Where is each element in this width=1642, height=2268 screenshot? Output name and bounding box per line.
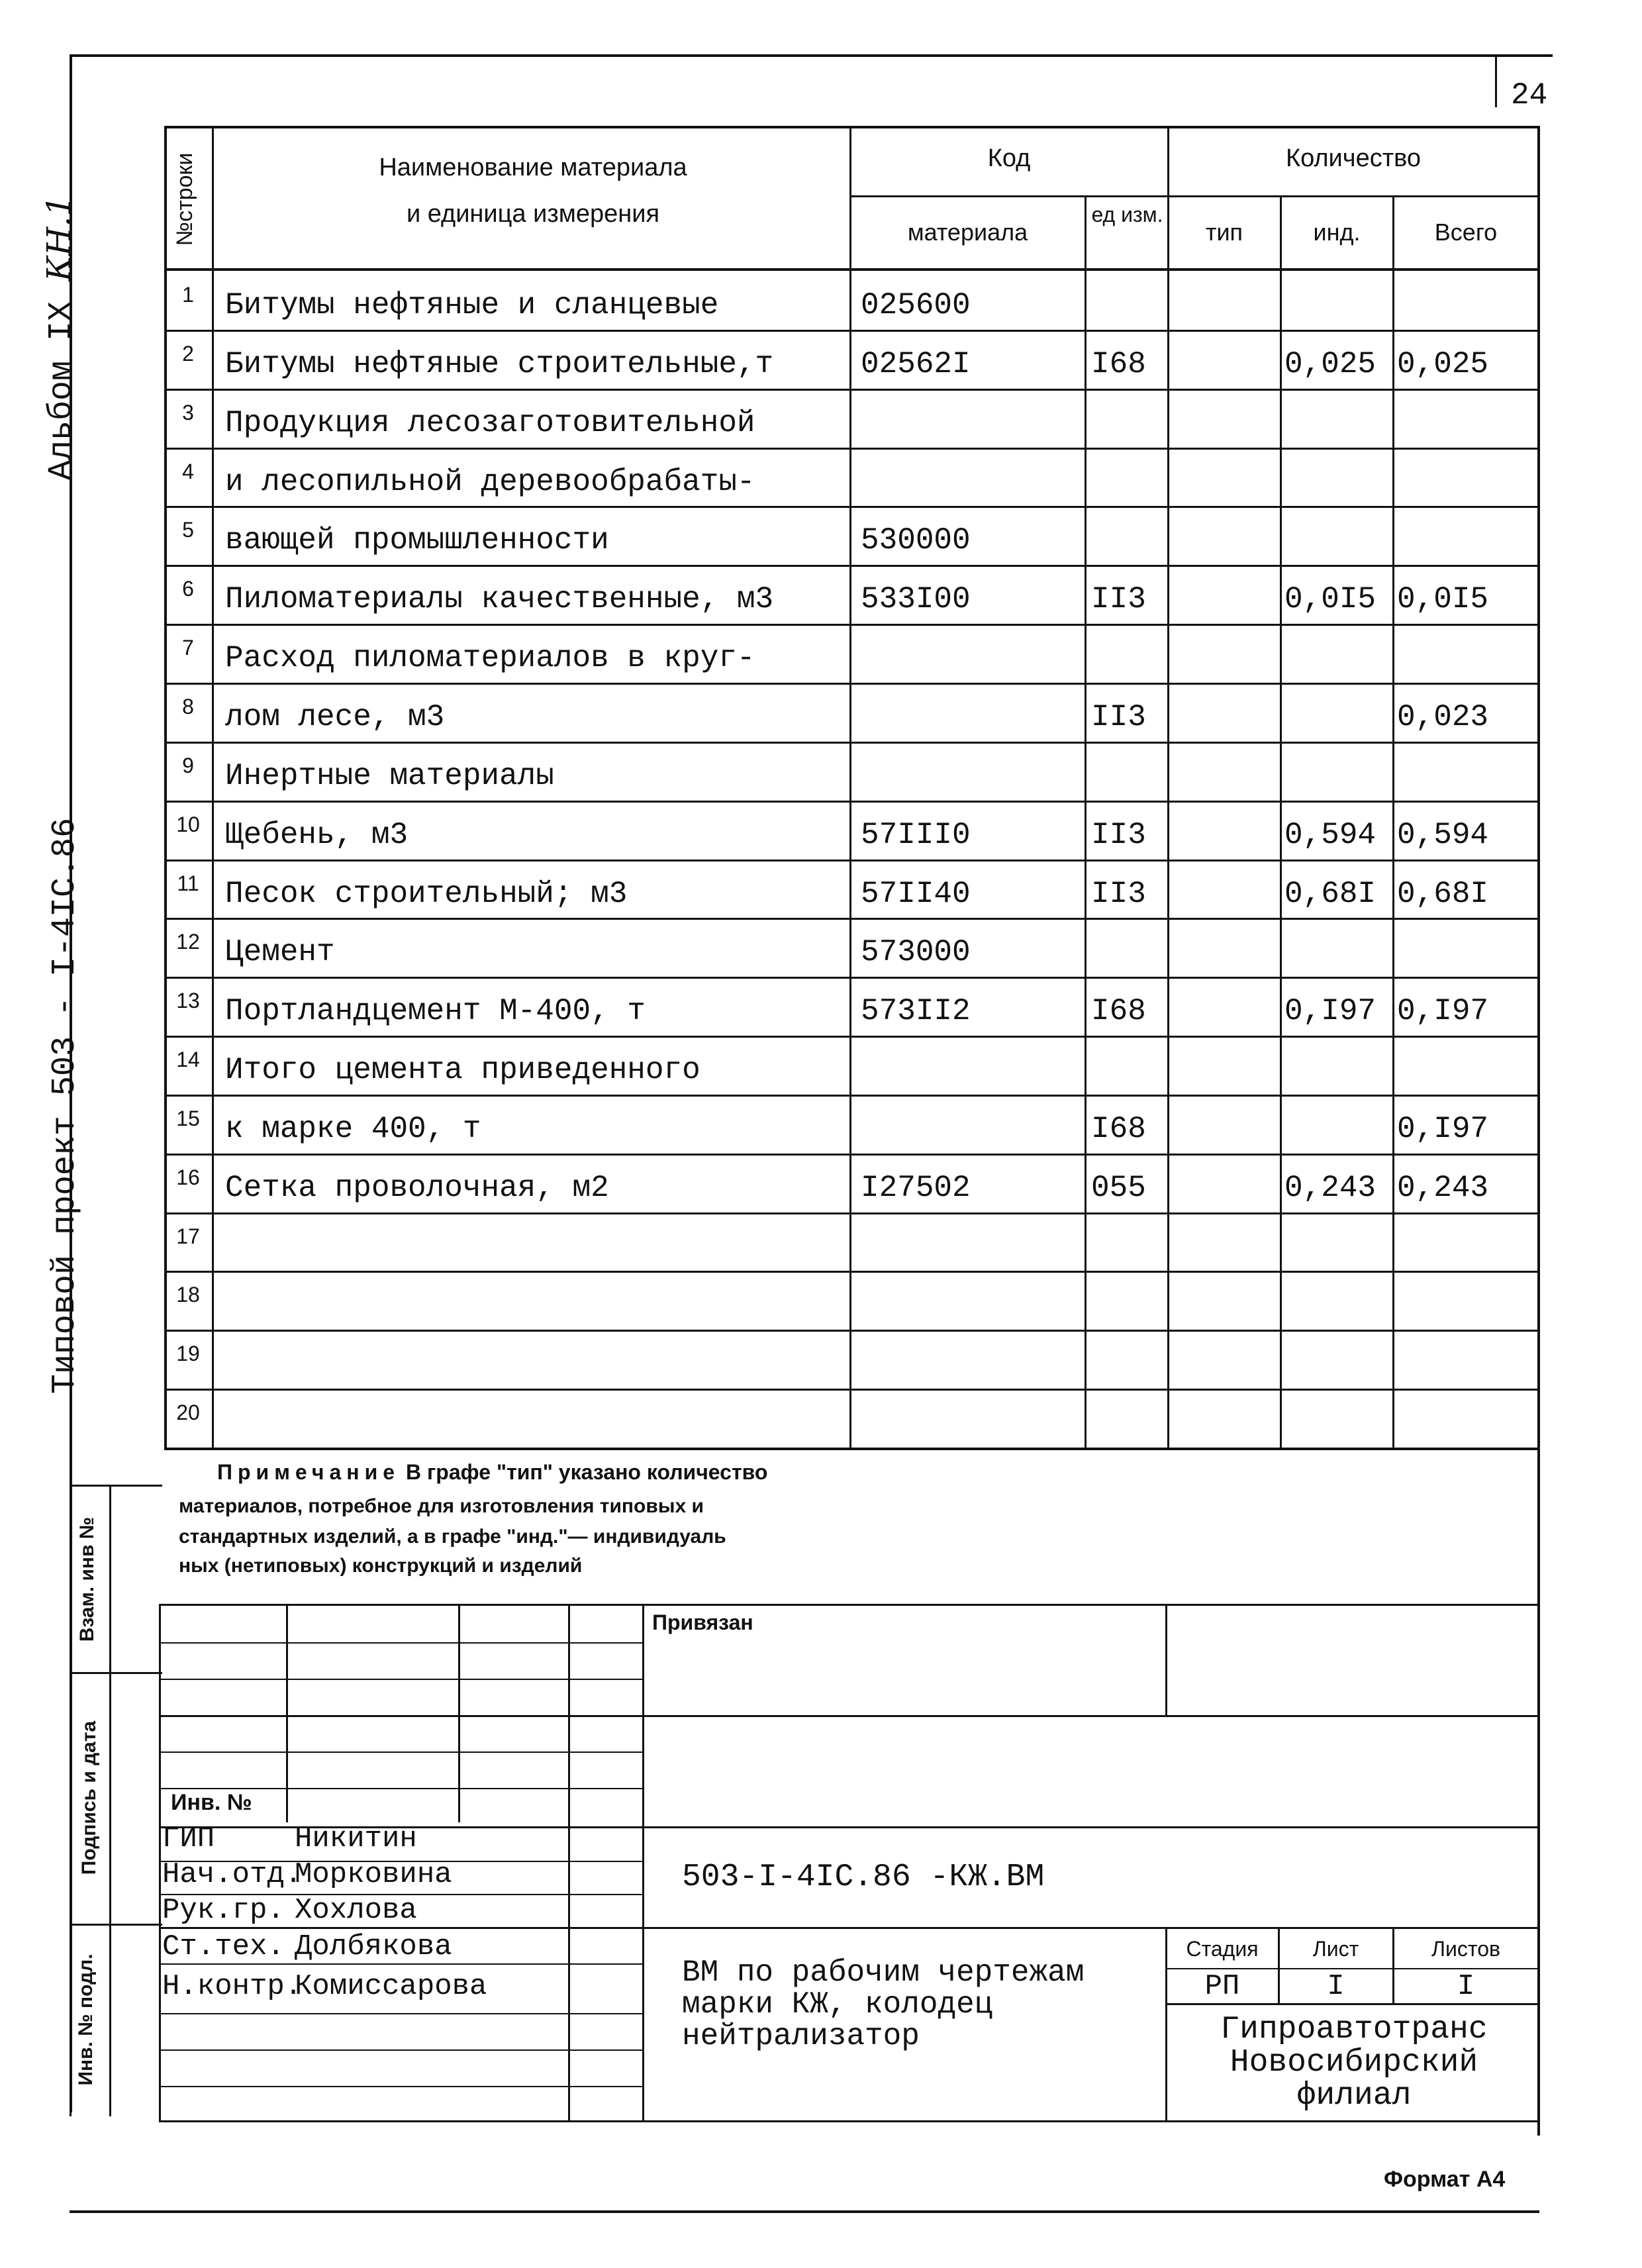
row-number: 3 (182, 401, 194, 424)
header-total: Всего (1434, 219, 1498, 246)
organization (1172, 2013, 1536, 2112)
header-code: Код (987, 144, 1031, 172)
row-separator (164, 977, 1538, 979)
unit-code: II3 (1091, 877, 1146, 911)
row-separator (164, 1036, 1538, 1038)
qty-total: 0,0I5 (1397, 582, 1489, 616)
unit-code: II3 (1091, 582, 1146, 616)
material-name: Портландцемент М-400, т (225, 994, 646, 1028)
row-separator (164, 565, 1538, 567)
note-line1 (179, 1460, 767, 1485)
row-number: 6 (182, 577, 194, 601)
qty-ind: 0,0I5 (1284, 582, 1376, 616)
row-number: 1 (182, 283, 194, 307)
material-name: Итого цемента приведенного (225, 1053, 700, 1087)
row-number: 16 (176, 1165, 200, 1189)
signatory-role: ГИП (162, 1822, 215, 1855)
material-name: Продукция лесозаготовительной (225, 406, 755, 440)
row-number: 17 (176, 1224, 200, 1248)
material-name: Сетка проволочная, м2 (225, 1171, 609, 1205)
header-quantity: Количество (1285, 144, 1422, 172)
inv-podl-label: Инв. № подл. (75, 1953, 97, 2086)
material-name: Песок строительный; м3 (225, 877, 628, 911)
project-label: Типовой проект 503 - I-4IC.86 (46, 817, 84, 1395)
album-text: Альбом IX (43, 301, 81, 481)
strip-div (109, 1485, 111, 2116)
row-separator (164, 683, 1538, 685)
qty-total: 0,I97 (1397, 994, 1489, 1028)
org-line-2: Новосибирский (1230, 2045, 1478, 2081)
signatory-name: Долбякова (295, 1930, 452, 1963)
header-split (849, 195, 1538, 197)
header-row-no: №строки (172, 152, 197, 246)
tb-bottom (159, 2120, 1538, 2122)
frame-top (70, 54, 1553, 57)
org-line-1: Гипроавтотранс (1220, 2012, 1488, 2047)
row-separator (164, 918, 1538, 920)
row-separator (164, 1154, 1538, 1156)
material-code: 530000 (861, 523, 971, 558)
unit-code: 055 (1091, 1171, 1146, 1205)
col-line-3 (1085, 195, 1087, 1450)
title-line-1: ВМ по рабочим чертежам (682, 1955, 1085, 1990)
frame-right (1537, 126, 1540, 2136)
qty-total: 0,023 (1397, 700, 1489, 734)
signatory-role: Н.контр. (162, 1970, 303, 2003)
row-separator (164, 1212, 1538, 1214)
row-number: 11 (177, 871, 199, 895)
row-number: 4 (182, 460, 194, 483)
row-number: 9 (182, 754, 194, 777)
page-number: 24 (1511, 78, 1548, 113)
row-number: 12 (176, 930, 200, 954)
col-line-5 (1280, 195, 1282, 1450)
org-line-3: филиал (1296, 2078, 1412, 2114)
tb-top (159, 1604, 1538, 1606)
row-number: 13 (176, 989, 200, 1012)
tb-h-title (159, 1927, 1538, 1929)
format-label: Формат А4 (1384, 2167, 1506, 2192)
document-code: 503-I-4IC.86 -КЖ.ВМ (682, 1859, 1045, 1895)
qty-ind: 0,243 (1284, 1171, 1376, 1205)
row-separator (164, 330, 1538, 332)
frame-bottom (70, 2210, 1539, 2213)
page-number-box (1495, 54, 1497, 107)
row-number: 5 (182, 518, 194, 542)
unit-code: II3 (1091, 700, 1146, 734)
signatory-role: Нач.отд. (162, 1858, 303, 1891)
header-material: материала (907, 219, 1028, 246)
material-code: I27502 (861, 1171, 971, 1205)
header-ind: инд. (1313, 219, 1361, 246)
note-line2: материалов, потребное для изготовления типовых и (179, 1495, 704, 1517)
title-line-2: марки КЖ, колодец (682, 1987, 993, 2022)
material-code: 025600 (861, 288, 971, 322)
note-line3: стандартных изделий, а в графе "инд."— индивидуаль (179, 1526, 726, 1548)
tb-v1 (286, 1604, 288, 1822)
material-name: Битумы нефтяные строительные,т (225, 347, 774, 381)
material-name: к марке 400, т (225, 1112, 481, 1146)
signatory-role: Ст.тех. (162, 1930, 285, 1963)
row-separator (164, 1271, 1538, 1273)
row-number: 19 (176, 1342, 200, 1365)
material-name: и лесопильной деревообрабаты- (225, 465, 755, 499)
signatory-name: Никитин (295, 1822, 417, 1855)
qty-ind: 0,I97 (1284, 994, 1376, 1028)
row-number: 18 (176, 1283, 200, 1307)
tb-h-mid (159, 1715, 1538, 1717)
row-separator (164, 1095, 1538, 1097)
tb-stage-h1 (1165, 1968, 1538, 1969)
note-lead: Примечание (217, 1460, 401, 1484)
unit-code: II3 (1091, 818, 1146, 852)
header-tip: тип (1205, 219, 1243, 246)
material-name: Цемент (225, 935, 335, 969)
inv-no-label: Инв. № (171, 1790, 252, 1815)
qty-total: 0,025 (1397, 347, 1489, 381)
row-separator (164, 624, 1538, 626)
strip-left (70, 1485, 72, 2116)
material-name: лом лесе, м3 (225, 700, 445, 734)
material-name: Пиломатериалы качественные, м3 (225, 582, 774, 616)
tb-stage-h2 (1165, 2003, 1538, 2005)
material-code: 533I00 (861, 582, 971, 616)
row-separator (164, 860, 1538, 862)
unit-code: I68 (1091, 994, 1146, 1028)
tb-left (159, 1604, 161, 2122)
material-code: 573II2 (861, 994, 971, 1028)
row-separator (164, 448, 1538, 450)
header-name-2: и единица измерения (406, 200, 660, 228)
stage-label: Стадия (1186, 1937, 1259, 1961)
material-code: 57II40 (861, 877, 971, 911)
col-line-1 (212, 126, 214, 1450)
tb-v3 (568, 1604, 570, 2122)
row-separator (164, 506, 1538, 508)
material-name: Инертные материалы (225, 759, 554, 793)
title-line-3: нейтрализатор (682, 2019, 920, 2053)
sheets-label: Листов (1431, 1937, 1500, 1961)
row-separator (164, 1389, 1538, 1391)
podpis-data-label: Подпись и дата (78, 1720, 100, 1875)
header-name-1: Наименование материала (379, 154, 687, 181)
material-code: 02562I (861, 347, 971, 381)
qty-total: 0,243 (1397, 1171, 1489, 1205)
qty-total: 0,594 (1397, 818, 1489, 852)
privyazan-label: Привязан (652, 1610, 753, 1634)
tb-v-priv (1165, 1604, 1167, 1715)
sheet-value: I (1327, 1970, 1345, 2003)
qty-total: 0,68I (1397, 877, 1489, 911)
unit-code: I68 (1091, 347, 1146, 381)
material-name: Битумы нефтяные и сланцевые (225, 288, 719, 322)
qty-ind: 0,025 (1284, 347, 1376, 381)
unit-code: I68 (1091, 1112, 1146, 1146)
signatory-name: Морковина (295, 1858, 452, 1891)
material-name: Расход пиломатериалов в круг- (225, 641, 755, 675)
signatory-name: Комиссарова (295, 1970, 487, 2003)
vzam-inv-label: Взам. инв № (76, 1516, 98, 1642)
note-line4: ных (нетиповых) конструкций и изделий (179, 1555, 583, 1577)
qty-ind: 0,594 (1284, 818, 1376, 852)
row-number: 10 (176, 813, 200, 836)
sheets-value: I (1457, 1970, 1475, 2003)
sheet-label: Лист (1312, 1937, 1359, 1961)
row-number: 2 (182, 342, 194, 366)
qty-total: 0,I97 (1397, 1112, 1489, 1146)
col-line-4 (1167, 126, 1169, 1450)
signatory-name: Хохлова (295, 1894, 417, 1927)
material-name: вающей промышленности (225, 523, 609, 558)
row-number: 20 (176, 1401, 200, 1424)
col-line-6 (1392, 195, 1394, 1450)
qty-ind: 0,68I (1284, 877, 1376, 911)
row-separator (164, 742, 1538, 744)
album-label (40, 106, 79, 569)
row-number: 8 (182, 695, 194, 718)
row-separator (164, 389, 1538, 391)
tb-v2 (458, 1604, 460, 1822)
tb-v4 (642, 1604, 644, 2122)
material-code: 57III0 (861, 818, 971, 852)
row-number: 14 (176, 1048, 200, 1071)
table-left (164, 126, 167, 1450)
stage-value: РП (1204, 1970, 1240, 2003)
col-line-2 (849, 126, 851, 1450)
document-title (682, 1957, 1084, 2052)
row-separator (164, 1330, 1538, 1332)
row-number: 7 (182, 636, 194, 660)
header-unit: ед изм. (1091, 203, 1163, 226)
material-name: Щебень, м3 (225, 818, 409, 852)
row-number: 15 (176, 1107, 200, 1130)
row-separator (164, 801, 1538, 803)
signatory-role: Рук.гр. (162, 1894, 285, 1927)
note-text-1: В графе "тип" указано количество (405, 1460, 768, 1484)
material-code: 573000 (861, 935, 971, 969)
album-handwritten: КН.1 (40, 195, 78, 281)
